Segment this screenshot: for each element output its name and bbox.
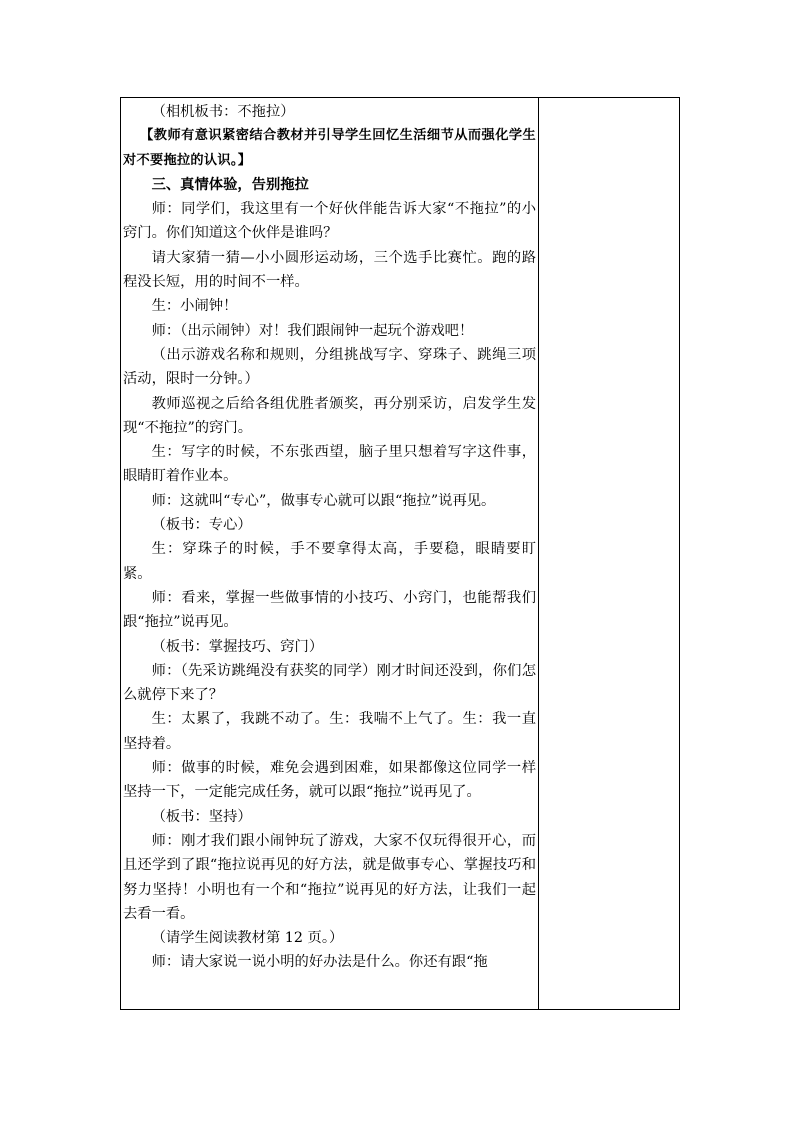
paragraph: （板书：坚持） — [151, 808, 252, 825]
paragraph: 生：穿珠子的时候，手不要拿得太高，手要稳，眼睛要盯紧。 — [123, 541, 536, 582]
paragraph: 师：看来，掌握一些做事情的小技巧、小窍门，也能帮我们跟“拖拉”说再见。 — [123, 589, 536, 631]
paragraph: 师：这就叫“专心”，做事专心就可以跟“拖拉”说再见。 — [151, 492, 496, 509]
paragraph: 师：（出示闹钟）对！我们跟闹钟一起玩个游戏吧！ — [151, 322, 474, 339]
paragraph: 教师巡视之后给各组优胜者颁奖，再分别采访，启发学生发现“不拖拉”的窍门。 — [123, 395, 536, 436]
section-heading: 三、真情体验，告别拖拉 — [151, 176, 309, 193]
paragraph: 师：（先采访跳绳没有获奖的同学）刚才时间还没到，你们怎么就停下来了？ — [123, 662, 536, 704]
paragraph: （板书：专心） — [151, 517, 252, 534]
paragraph: 请大家猜一猜—小小圆形运动场，三个选手比赛忙。跑的路程没长短，用的时间不一样。 — [123, 249, 536, 291]
lesson-content-cell — [121, 98, 538, 1009]
paragraph: （出示游戏名称和规则，分组挑战写字、穿珠子、跳绳三项活动，限时一分钟。） — [123, 346, 536, 388]
paragraph: 生：小闹钟！ — [151, 298, 238, 315]
paragraph: 师：请大家说一说小明的好办法是什么。你还有跟“拖 — [151, 954, 488, 971]
notes-column-cell — [539, 98, 679, 1009]
paragraph: 生：太累了，我跳不动了。生：我喘不上气了。生：我一直坚持着。 — [123, 711, 536, 752]
lesson-table — [120, 97, 680, 1010]
teacher-note: 【教师有意识紧密结合教材并引导学生回忆生活细节从而强化学生对不要拖拉的认识。】 — [123, 128, 536, 168]
paragraph: （相机板书：不拖拉） — [151, 104, 295, 120]
paragraph: 生：写字的时候，不东张西望，脑子里只想着写字这件事，眼睛盯着作业本。 — [123, 444, 536, 485]
paragraph: 师：同学们，我这里有一个好伙伴能告诉大家“不拖拉”的小窍门。你们知道这个伙伴是谁吗？ — [123, 201, 536, 242]
paragraph: 师：做事的时候，难免会遇到困难，如果都像这位同学一样坚持一下，一定能完成任务，就可以跟“拖拉”说再见了。 — [123, 760, 536, 801]
paragraph: 师：刚才我们跟小闹钟玩了游戏，大家不仅玩得很开心，而且还学到了跟“拖拉说再见的好方法，就是做事专心、掌握技巧和努力坚持！小明也有一个和“拖拉”说再见的好方法，让我们一起去看一看。 — [123, 832, 536, 922]
paragraph: （板书：掌握技巧、窍门） — [151, 638, 324, 655]
paragraph: （请学生阅读教材第 12 页。） — [151, 930, 344, 947]
